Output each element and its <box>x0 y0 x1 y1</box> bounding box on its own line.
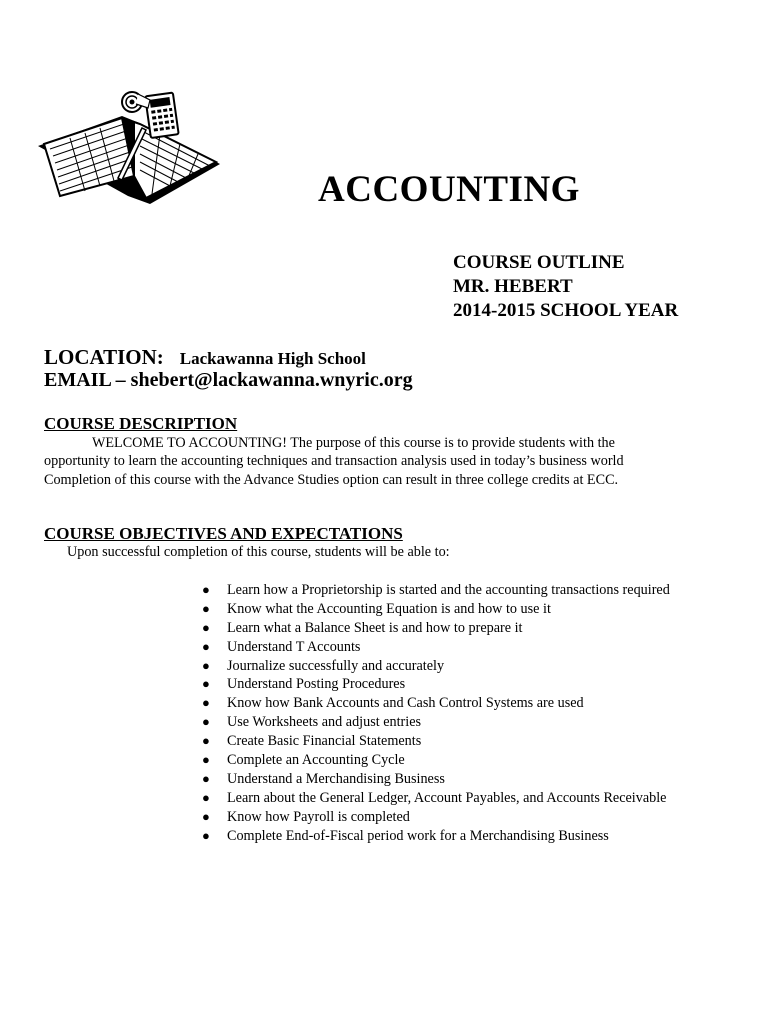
list-item: ● Journalize successfully and accurately <box>202 657 445 674</box>
list-item: ● Complete an Accounting Cycle <box>202 752 405 769</box>
school-year: 2014-2015 SCHOOL YEAR <box>453 300 679 321</box>
course-outline-label: COURSE OUTLINE <box>453 252 625 273</box>
location-line <box>44 345 366 370</box>
list-item: ● Know how Bank Accounts and Cash Control Systems are used <box>202 695 584 712</box>
bullet-icon: ● <box>202 827 210 843</box>
list-item: ● Complete End-of-Fiscal period work for a Merchandising Business <box>202 827 609 844</box>
list-item: ● Understand a Merchandising Business <box>202 770 445 787</box>
bullet-icon: ● <box>202 752 210 768</box>
bullet-icon: ● <box>202 657 210 673</box>
ledger-calculator-illustration <box>30 86 230 211</box>
bullet-icon: ● <box>202 770 210 786</box>
bullet-icon: ● <box>202 600 210 616</box>
list-item: ● Use Worksheets and adjust entries <box>202 714 422 731</box>
bullet-icon: ● <box>202 714 210 730</box>
bullet-icon: ● <box>202 789 210 805</box>
bullet-icon: ● <box>202 808 210 824</box>
list-item: ● Create Basic Financial Statements <box>202 733 422 750</box>
description-line: WELCOME TO ACCOUNTING! The purpose of this course is to provide students with the <box>92 435 615 451</box>
location-label: LOCATION: <box>44 345 164 369</box>
page-title: ACCOUNTING <box>318 169 580 210</box>
location-value: Lackawanna High School <box>179 349 366 368</box>
objectives-intro: Upon successful completion of this course, students will be able to: <box>67 544 450 560</box>
course-description-heading: COURSE DESCRIPTION <box>44 414 238 433</box>
description-line: Completion of this course with the Advance Studies option can result in three college credits at ECC. <box>44 472 619 488</box>
bullet-icon: ● <box>202 638 210 654</box>
list-item: ● Understand Posting Procedures <box>202 676 406 693</box>
bullet-icon: ● <box>202 619 210 635</box>
list-item: ● Understand T Accounts <box>202 638 361 655</box>
list-item: ● Learn about the General Ledger, Account Payables, and Accounts Receivable <box>202 789 667 806</box>
course-objectives-heading: COURSE OBJECTIVES AND EXPECTATIONS <box>44 524 403 543</box>
list-item: ● Know what the Accounting Equation is and how to use it <box>202 600 551 617</box>
bullet-icon: ● <box>202 695 210 711</box>
bullet-icon: ● <box>202 676 210 692</box>
email-line: EMAIL – shebert@lackawanna.wnyric.org <box>44 369 413 391</box>
teacher-name: MR. HEBERT <box>453 276 573 297</box>
bullet-icon: ● <box>202 733 210 749</box>
list-item: ● Learn what a Balance Sheet is and how to prepare it <box>202 619 523 636</box>
bullet-icon: ● <box>202 582 210 597</box>
objectives-list <box>200 581 670 845</box>
list-item: ● Learn how a Proprietorship is started and the accounting transactions required <box>202 582 670 598</box>
list-item: ● Know how Payroll is completed <box>202 808 410 825</box>
description-line: opportunity to learn the accounting techniques and transaction analysis used in today’s business world <box>44 453 624 469</box>
